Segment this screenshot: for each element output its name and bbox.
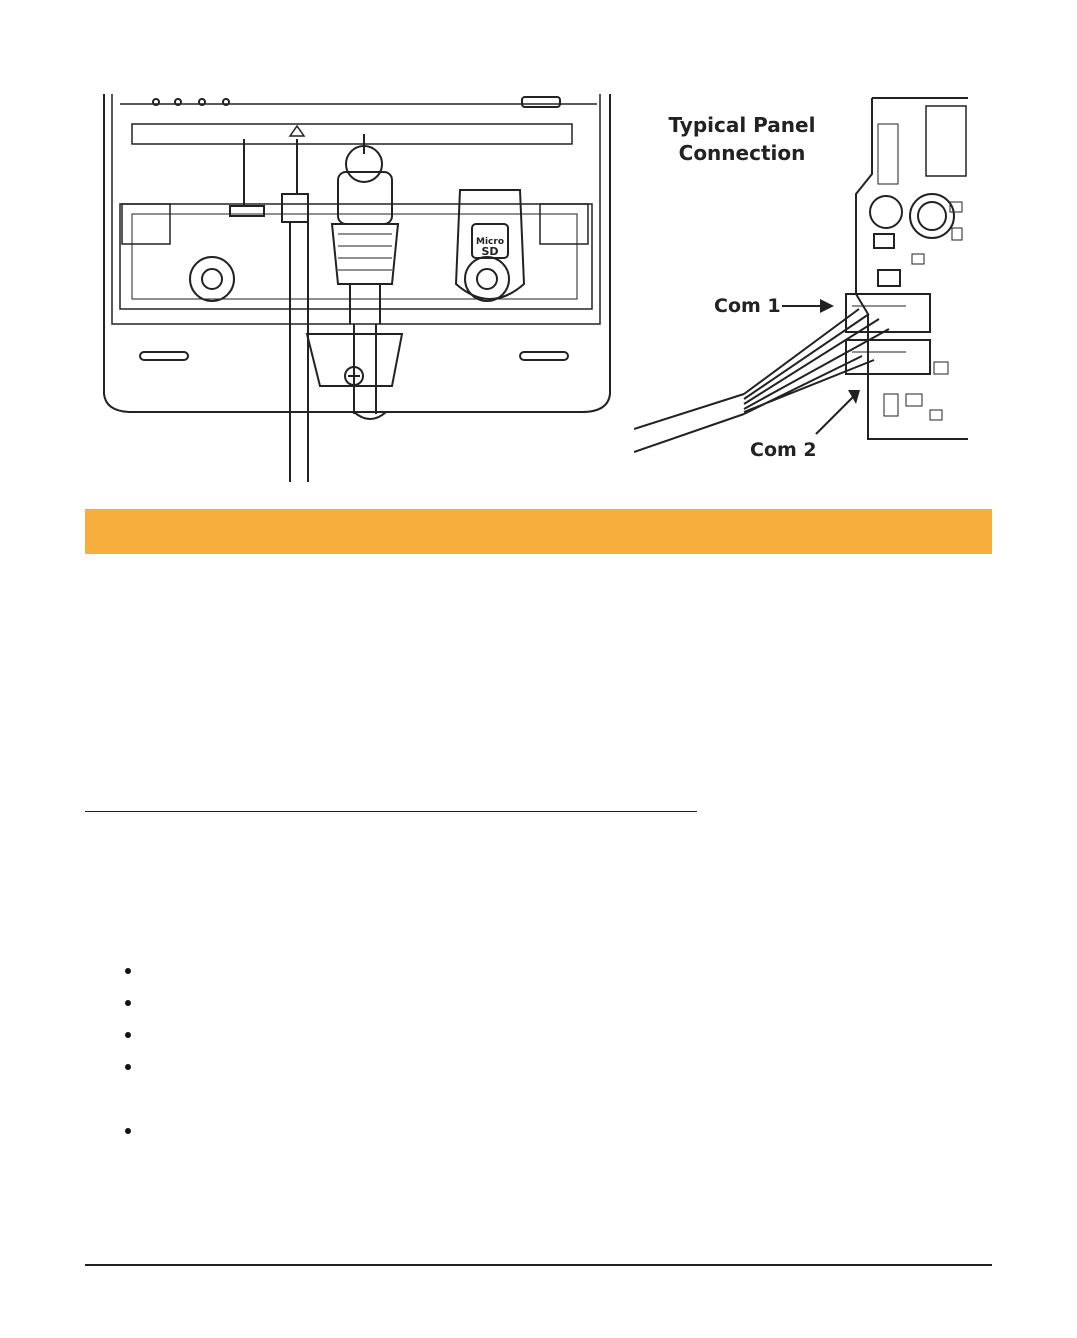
list-item: [118, 1058, 130, 1070]
panel-title-line2: Connection: [678, 141, 806, 165]
list-item: [118, 962, 130, 974]
list-item: [118, 1026, 130, 1038]
section-banner: [85, 509, 992, 554]
sd-label-micro: Micro: [476, 237, 504, 247]
com2-label: Com 2: [750, 439, 817, 460]
device-enclosure-illustration: [92, 94, 622, 482]
list-item: [118, 1122, 130, 1134]
footer-rule: [85, 1264, 992, 1266]
com1-label: Com 1: [714, 295, 781, 317]
panel-title-line1: Typical Panel: [668, 113, 816, 137]
list-item: [118, 994, 130, 1006]
sd-label-sd: SD: [481, 245, 499, 258]
panel-connection-illustration: [634, 94, 968, 460]
section-divider: [85, 811, 697, 812]
